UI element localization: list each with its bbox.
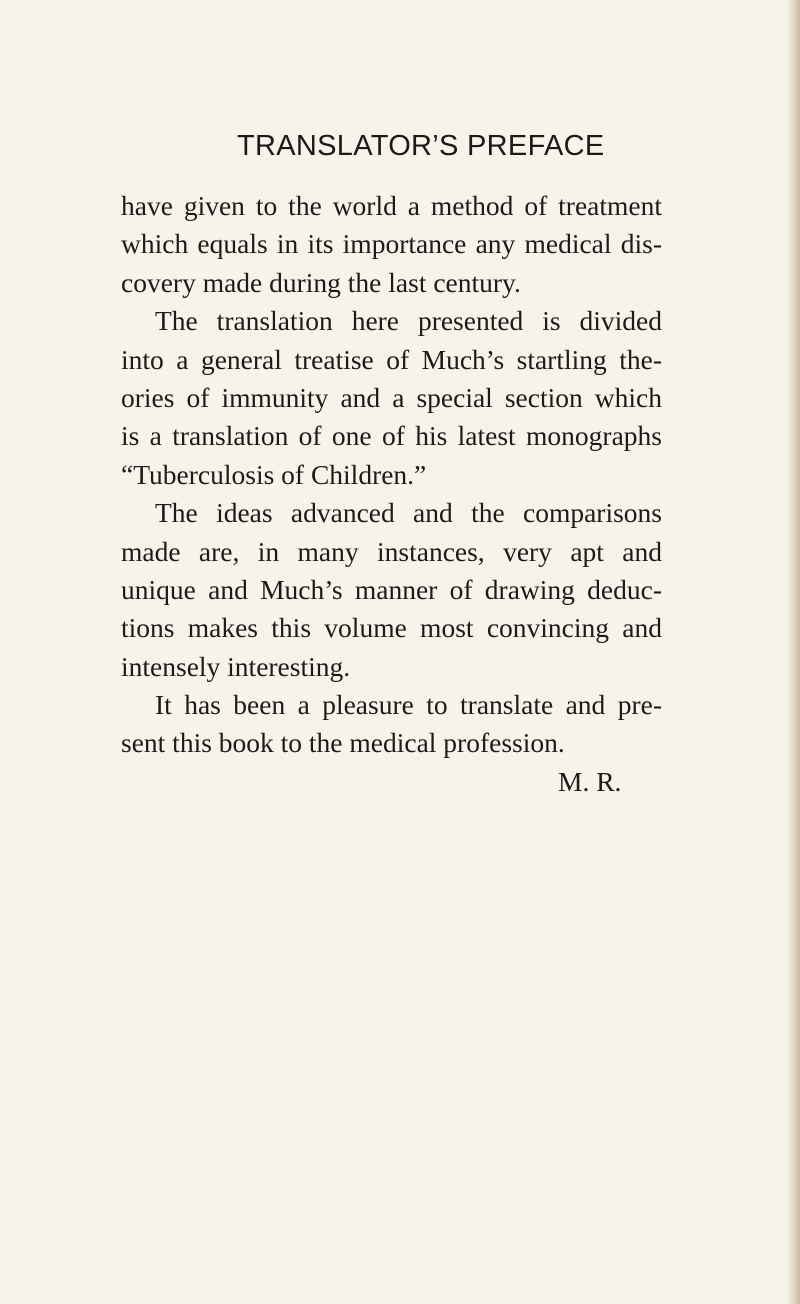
text-line: ories of immunity and a special section which (121, 381, 662, 413)
text-line: into a general treatise of Much’s startling the- (121, 343, 662, 375)
preface-text (121, 187, 662, 801)
text-line: covery made during the last century. (121, 266, 521, 298)
text-line: unique and Much’s manner of drawing deduc- (121, 573, 662, 605)
text-line: have given to the world a method of treatment (121, 190, 662, 221)
text-line: tions makes this volume most convincing and (121, 612, 662, 644)
signature: M. R. (558, 765, 622, 797)
text-line: made are, in many instances, very apt and (121, 535, 662, 567)
text-line: “Tuberculosis of Children.” (121, 458, 427, 490)
text-line: The ideas advanced and the comparisons (155, 497, 662, 529)
text-line: which equals in its importance any medical dis- (121, 228, 662, 260)
text-line: intensely interesting. (121, 650, 351, 682)
text-line: sent this book to the medical profession. (121, 727, 565, 759)
page-edge (786, 0, 800, 1304)
running-head: TRANSLATOR’S PREFACE (237, 130, 605, 162)
text-line: It has been a pleasure to translate and pre- (155, 689, 662, 721)
text-line: is a translation of one of his latest monographs (121, 420, 662, 452)
text-line: The translation here presented is divided (155, 305, 662, 337)
